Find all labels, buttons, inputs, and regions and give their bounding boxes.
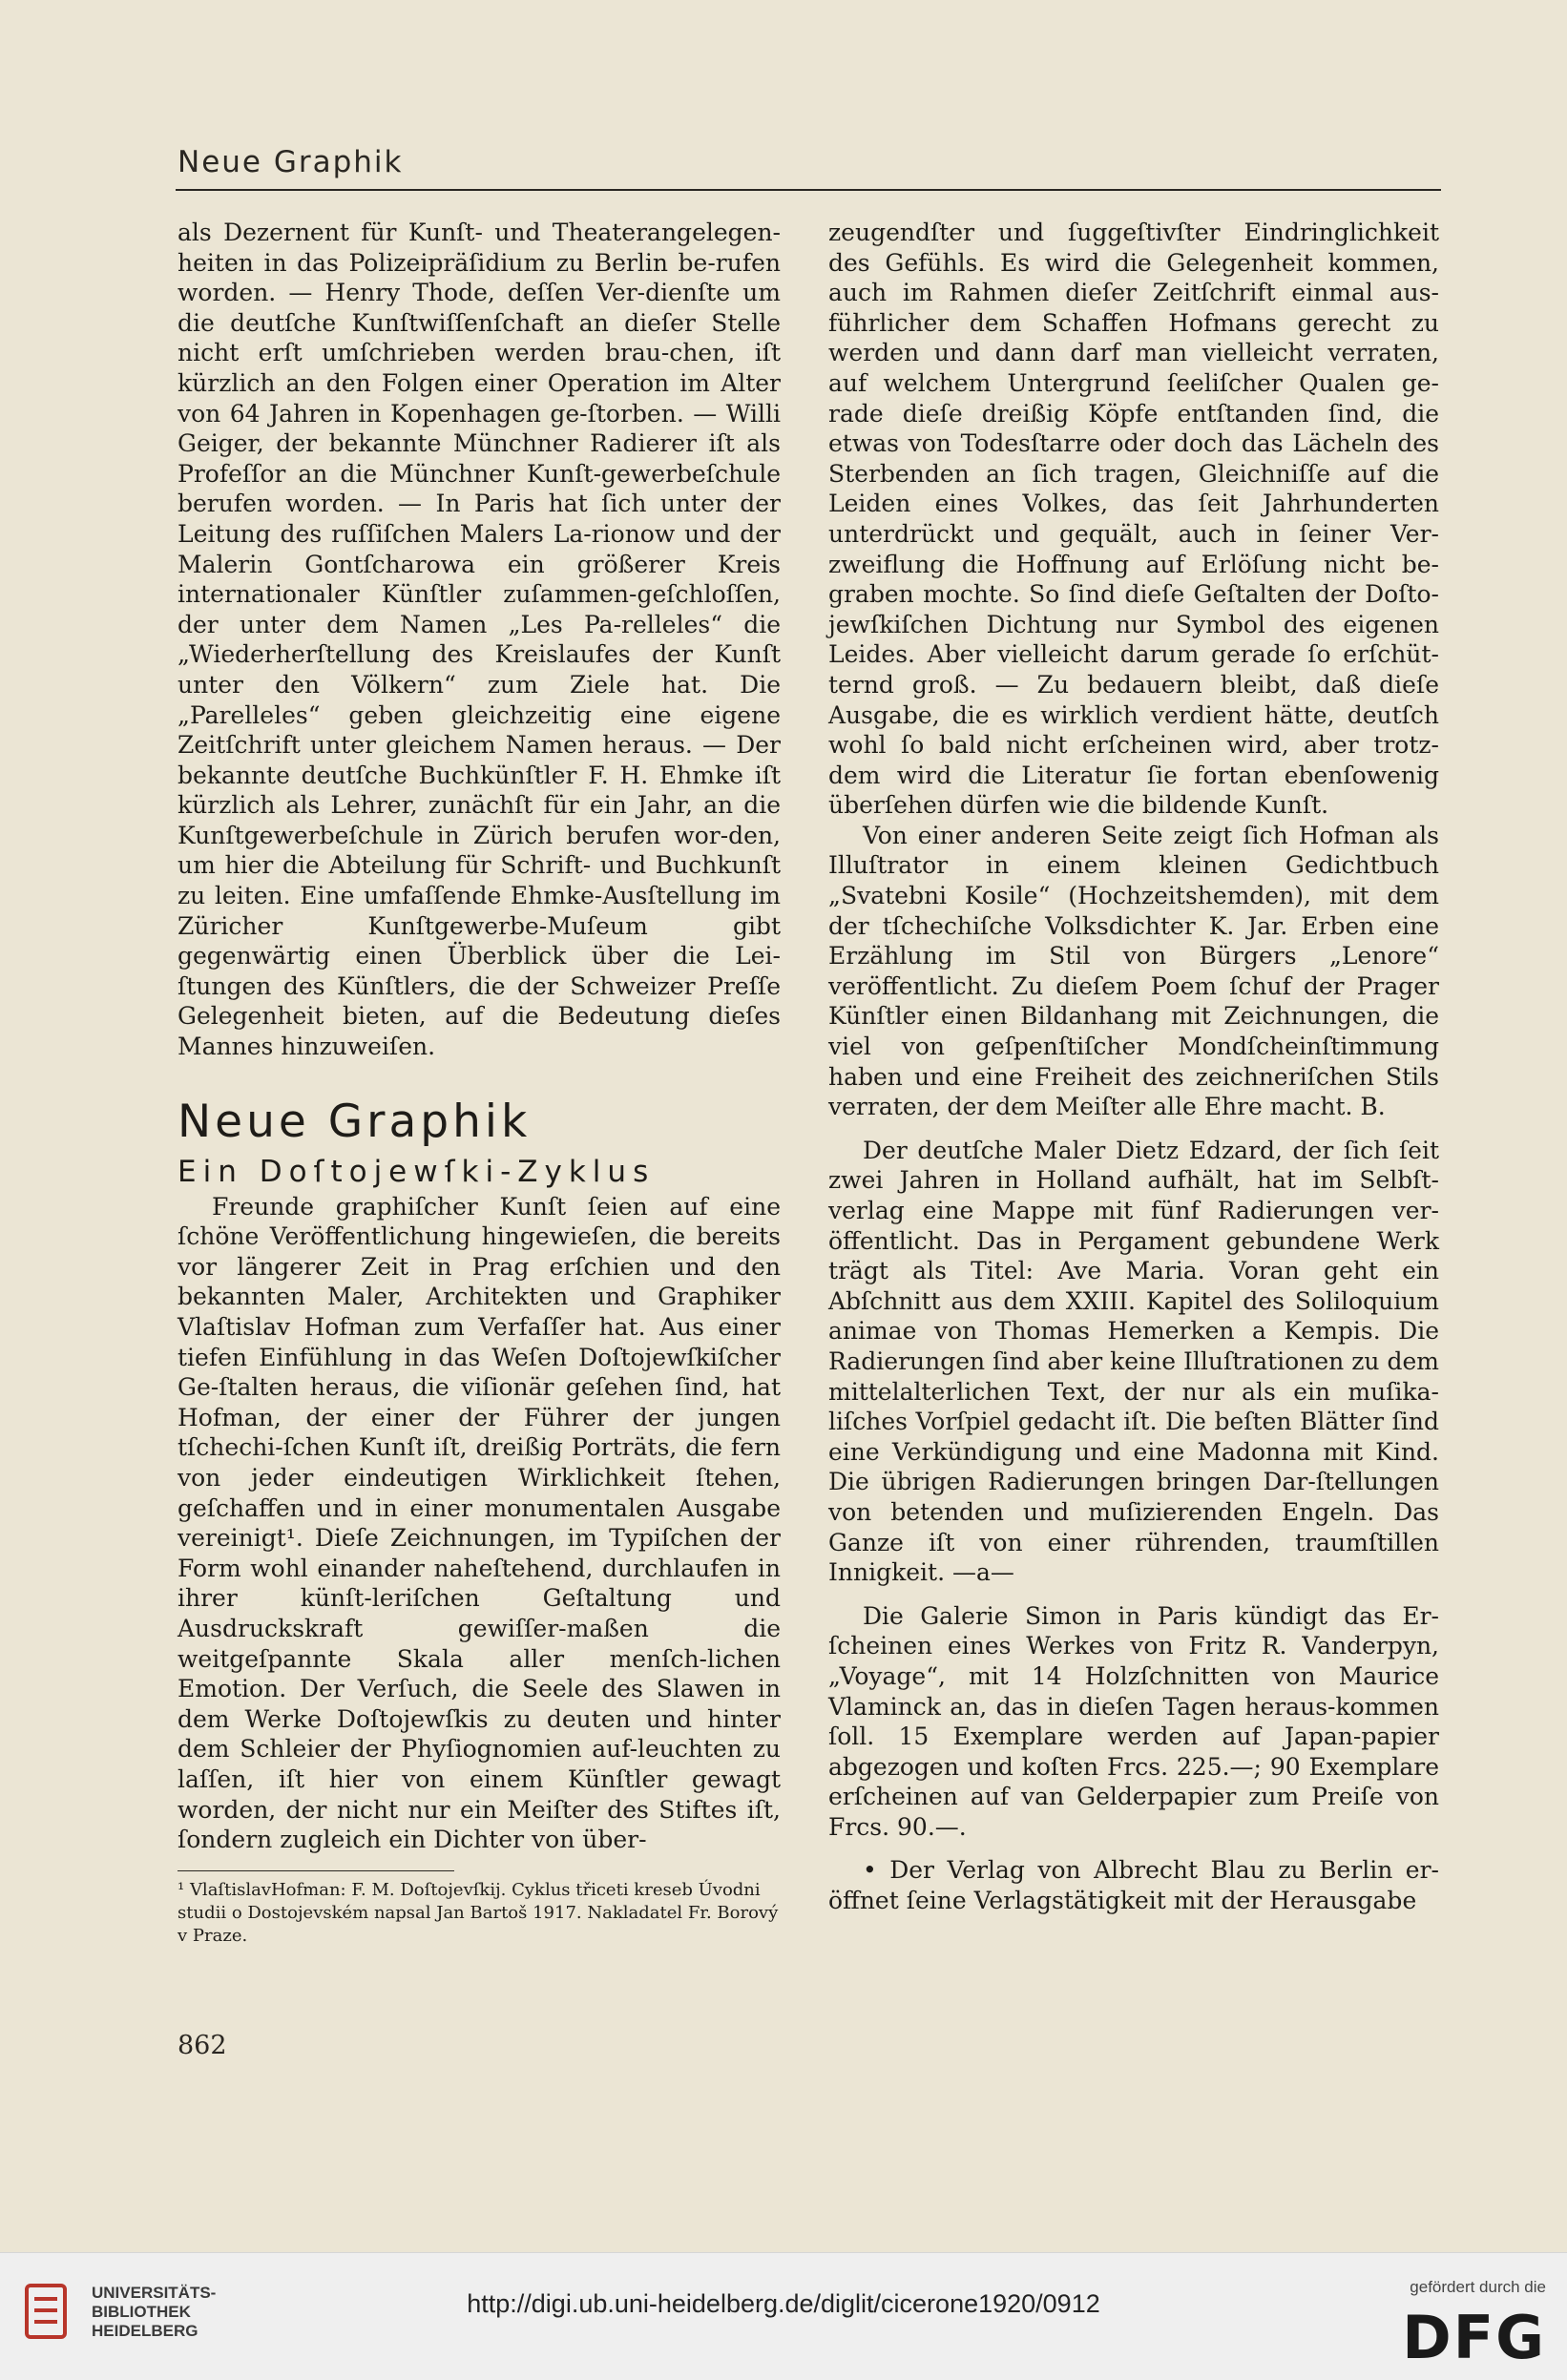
paragraph: Von einer anderen Seite zeigt ſich Hofman als Illuſtrator in einem kleinen Gedichtbuch „Svatebni Kosile“ (Hochzeitshemden), mit dem der tſchechiſche Volksdichter K. Jar. Erben eine Erzählung im Stil von Bürgers „Lenore“ veröffentlicht. Zu dieſem Poem ſchuf der Prager Künſtler einen Bildanhang mit Zeichnungen, die viel von geſpenſtiſcher Mondſcheinſtimmung haben und eine Freiheit des zeichneriſchen Stils verraten, der dem Meiſter alle Ehre macht. B. xyxy=(828,821,1439,1121)
paragraph: als Dezernent für Kunſt- und Theaterangelegen-heiten in das Polizeipräſidium zu Berlin be-rufen worden. — Henry Thode, deſſen Ver-dienſte um die deutſche Kunſtwiſſenſchaft an dieſer Stelle nicht erſt umſchrieben werden brau-chen, iſt kürzlich an den Folgen einer Operation im Alter von 64 Jahren in Kopenhagen ge-ſtorben. — Willi Geiger, der bekannte Münchner Radierer iſt als Profeſſor an die Münchner Kunſt-gewerbeſchule berufen worden. — In Paris hat ſich unter der Leitung des ruſſiſchen Malers La-rionow und der Malerin Gontſcharowa ein größerer Kreis internationaler Künſtler zuſammen-geſchloſſen, der unter dem Namen „Les Pa-relleles“ die „Wiederherſtellung des Kreislaufes der Kunſt unter den Völkern“ zum Ziele hat. Die „Parelleles“ geben gleichzeitig eine eigene Zeitſchrift unter gleichem Namen heraus. — Der bekannte deutſche Buchkünſtler F. H. Ehmke iſt kürzlich als Lehrer, zunächſt für ein Jahr, an die Kunſtgewerbeſchule in Zürich berufen wor-den, um hier die Abteilung für Schrift- und Buchkunſt zu leiten. Eine umfaſſende Ehmke-Ausſtellung im Züricher Kunſtgewerbe-Muſeum gibt gegenwärtig einen Überblick über die Lei-ſtungen des Künſtlers, die der Schweizer Preſſe Gelegenheit bieten, auf die Bedeutung dieſes Mannes hinzuweiſen. xyxy=(178,219,781,1061)
page-number: 862 xyxy=(178,2031,227,2060)
funded-by-label: gefördert durch die xyxy=(1410,2278,1546,2296)
paragraph: Freunde graphiſcher Kunſt ſeien auf eine ſchöne Veröffentlichung hingewieſen, die bereits vor längerer Zeit in Prag erſchien und den bekannten Maler, Architekten und Graphiker Vlaſtislav Hofman zum Verfaſſer hat. Aus einer tiefen Einfühlung in das Weſen Doſtojewſkiſcher Ge-ſtalten heraus, die viſionär geſehen ſind, hat Hofman, der einer der Führer der jungen tſchechi-ſchen Kunſt iſt, dreißig Porträts, die fern von jeder eindeutigen Wirklichkeit ſtehen, geſchaffen und in einer monumentalen Ausgabe vereinigt¹. Dieſe Zeichnungen, im Typiſchen der Form wohl einander naheſtehend, durchlaufen in ihrer künſt-leriſchen Geſtaltung und Ausdruckskraft gewiſſer-maßen die weitgeſpannte Skala aller menſch-lichen Emotion. Der Verſuch, die Seele des Slawen in dem Werke Doſtojewſkis zu deuten und hinter dem Schleier der Phyſiognomien auf-leuchten zu laſſen, iſt hier von einem Künſtler gewagt worden, der nicht nur ein Meiſter des Stiftes iſt, ſondern zugleich ein Dichter von über- xyxy=(178,1192,781,1854)
header-rule xyxy=(176,189,1441,191)
paragraph: Die Galerie Simon in Paris kündigt das Er-ſcheinen eines Werkes von Fritz R. Vanderpyn, „Voyage“, mit 14 Holzſchnitten von Maurice Vlaminck an, das in dieſen Tagen heraus-kommen ſoll. 15 Exemplare werden auf Japan-papier abgezogen und koſten Frcs. 225.—; 90 Exemplare erſcheinen auf van Gelderpapier zum Preiſe von Frcs. 90.—. xyxy=(828,1601,1439,1841)
university-name-line: BIBLIOTHEK xyxy=(92,2303,191,2321)
left-column xyxy=(178,218,781,1948)
paragraph: Der deutſche Maler Dietz Edzard, der ſich ſeit zwei Jahren in Holland aufhält, hat im Selbſt-verlag eine Mappe mit fünf Radierungen ver-öffentlicht. Das in Pergament gebundene Werk trägt als Titel: Ave Maria. Voran geht ein Abſchnitt aus dem XXIII. Kapitel des Soliloquium animae von Thomas Hemerken a Kempis. Die Radierungen ſind aber keine Illuſtrationen zu dem mittelalterlichen Text, der nur als ein muſika-liſches Vorſpiel gedacht iſt. Die beſten Blätter ſind eine Verkündigung und eine Madonna mit Kind. Die übrigen Radierungen bringen Dar-ſtellungen von betenden und muſizierenden Engeln. Das Ganze iſt von einer rührenden, traumſtillen Innigkeit. —a— xyxy=(828,1136,1439,1587)
paragraph: zeugendſter und ſuggeſtivſter Eindringlichkeit des Gefühls. Es wird die Gelegenheit kommen, auch im Rahmen dieſer Zeitſchrift einmal aus-führlicher dem Schaffen Hofmans gerecht zu werden und dann darf man vielleicht verraten, auf welchem Untergrund ſeeliſcher Qualen ge-rade dieſe dreißig Köpfe entſtanden ſind, die etwas von Todesſtarre oder doch das Lächeln des Sterbenden an ſich tragen, Gleichniſſe auf die Leiden eines Volkes, das ſeit Jahrhunderten unterdrückt und gequält, auch in ſeiner Ver-zweiflung die Hoffnung auf Erlöſung nicht be-graben mochte. So ſind dieſe Geſtalten der Doſto-jewſkiſchen Dichtung nur Symbol des eigenen Leides. Aber vielleicht darum gerade ſo erſchüt-ternd groß. — Zu bedauern bleibt, daß dieſe Ausgabe, die es wirklich verdient hätte, deutſch wohl ſo bald nicht erſcheinen wird, aber trotz-dem wird die Literatur ſie fortan ebenſowenig überſehen dürfen wie die bildende Kunſt. xyxy=(828,219,1439,820)
running-head: Neue Graphik xyxy=(178,145,404,179)
university-name-line: HEIDELBERG xyxy=(92,2322,198,2340)
section-heading: Neue Graphik xyxy=(178,1095,532,1148)
right-column xyxy=(828,218,1439,1916)
university-name-line: UNIVERSITÄTS- xyxy=(92,2284,217,2302)
section-subheading: Ein Doſtojewſki-Zyklus xyxy=(178,1154,656,1189)
paragraph: • Der Verlag von Albrecht Blau zu Berlin er-öffnet ſeine Verlagstätigkeit mit der Herausgabe xyxy=(828,1856,1439,1915)
footnote-rule xyxy=(178,1870,454,1872)
dfg-logo: DFG xyxy=(1402,2303,1546,2372)
source-url-link[interactable]: http://digi.ub.uni-heidelberg.de/diglit/cicerone1920/0912 xyxy=(467,2289,1100,2318)
footnote: ¹ VlaſtislavHofman: F. M. Doſtojevſkij. Cyklus třiceti kreseb Úvodni studii o Dostojevském napsal Jan Bartoš 1917. Nakladatel Fr. Borový v Praze. xyxy=(178,1880,779,1947)
viewer-footer xyxy=(0,2252,1567,2380)
